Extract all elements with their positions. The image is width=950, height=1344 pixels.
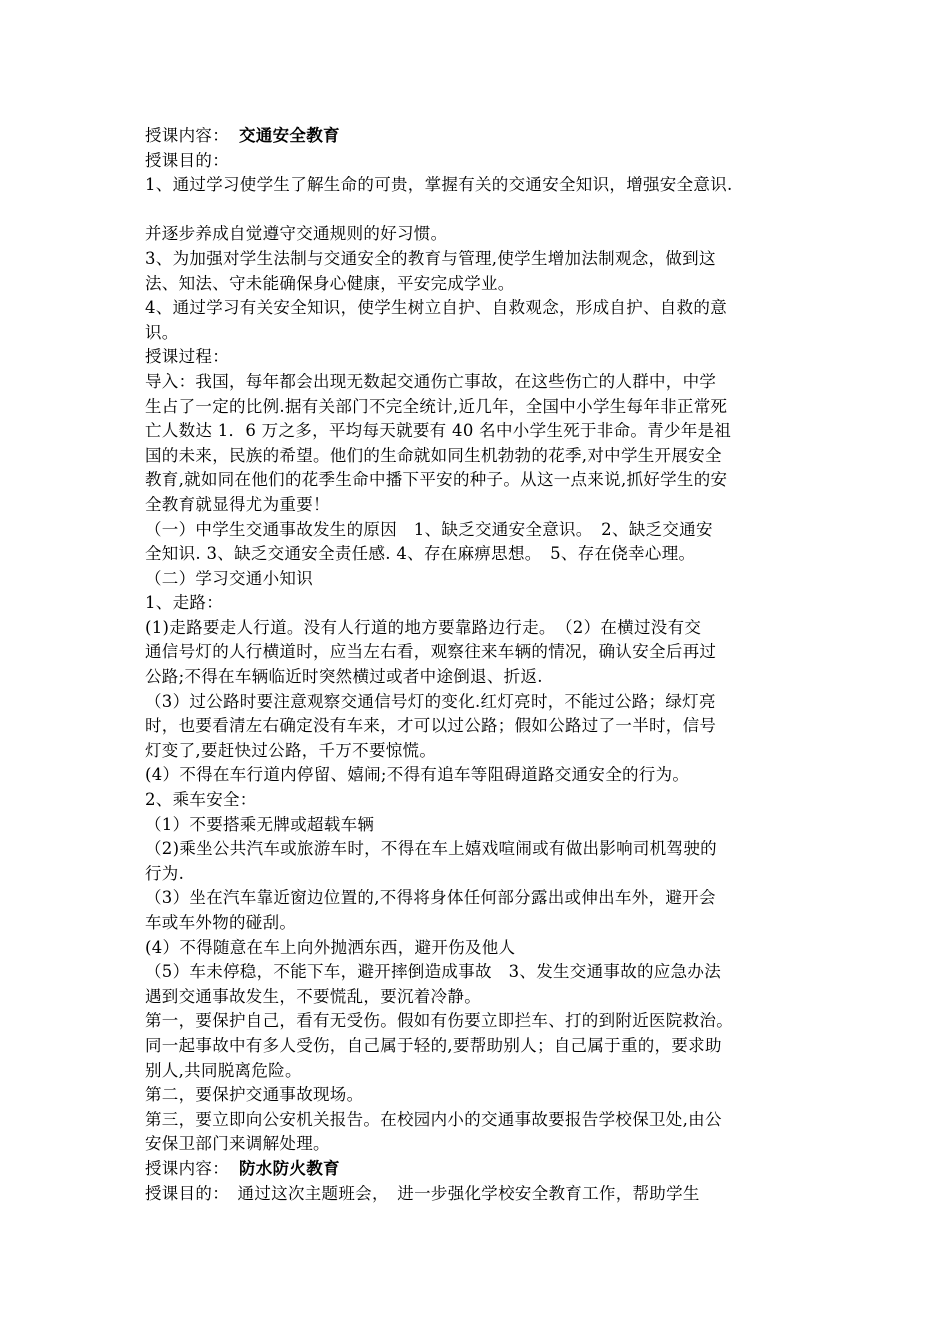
lesson1-body bbox=[145, 173, 815, 1157]
content-label: 授课内容： bbox=[145, 1158, 229, 1178]
text-line: 时，也要看清左右确定没有车来，才可以过公路；假如公路过了一半时，信号 bbox=[145, 716, 717, 736]
text-line: 生占了一定的比例.据有关部门不完全统计,近几年，全国中小学生每年非正常死 bbox=[145, 396, 728, 416]
lesson2-purpose-line: 授课目的： 通过这次主题班会， 进一步强化学校安全教育工作，帮助学生 bbox=[145, 1183, 700, 1203]
text-line: 车或车外物的碰刮。 bbox=[145, 913, 297, 932]
text-line: 教育,就如同在他们的花季生命中播下平安的种子。从这一点来说,抓好学生的安 bbox=[145, 470, 728, 490]
text-line: 同一起事故中有多人受伤，自己属于轻的,要帮助别人；自己属于重的，要求助 bbox=[145, 1035, 722, 1055]
text-line: 灯变了,要赶快过公路，千万不要惊慌。 bbox=[145, 740, 437, 760]
lesson2-content-line bbox=[145, 1157, 815, 1182]
text-line: 别人,共同脱离危险。 bbox=[145, 1060, 302, 1080]
text-line: 法、知法、守未能确保身心健康，平安完成学业。 bbox=[145, 273, 515, 293]
document-page bbox=[145, 124, 815, 1206]
text-line: 全教育就显得尤为重要！ bbox=[145, 494, 330, 514]
text-line: (4）不得随意在车上向外抛洒东西，避开伤及他人 bbox=[145, 937, 516, 957]
text-line: 第一，要保护自己，看有无受伤。假如有伤要立即拦车、打的到附近医院救治。 bbox=[145, 1011, 733, 1031]
text-line: （3）过公路时要注意观察交通信号灯的变化.红灯亮时，不能过公路；绿灯亮 bbox=[145, 691, 716, 711]
text-line: 国的未来，民族的希望。他们的生命就如同生机勃勃的花季,对中学生开展安全 bbox=[145, 445, 722, 465]
text-line: （3）坐在汽车靠近窗边位置的,不得将身体任何部分露出或伸出车外，避开会 bbox=[145, 888, 716, 908]
text-line: 4、通过学习有关安全知识，使学生树立自护、自救观念，形成自护、自救的意 bbox=[145, 298, 727, 318]
lesson-title: 防水防火教育 bbox=[239, 1158, 340, 1178]
text-line: 安保卫部门来调解处理。 bbox=[145, 1134, 330, 1154]
text-line: 行为. bbox=[145, 863, 185, 883]
text-line: （1）不要搭乘无牌或超载车辆 bbox=[145, 814, 375, 834]
text-line: 授课过程： bbox=[145, 347, 229, 367]
text-line: 1、通过学习使学生了解生命的可贵，掌握有关的交通安全知识，增强安全意识. bbox=[145, 175, 733, 195]
text-line: （5）车未停稳，不能下车，避开摔倒造成事故 3、发生交通事故的应急办法 bbox=[145, 962, 721, 982]
lesson-title: 交通安全教育 bbox=[239, 126, 340, 145]
text-line: 公路;不得在车辆临近时突然横过或者中途倒退、折返. bbox=[145, 667, 543, 687]
text-line: 识。 bbox=[145, 322, 179, 342]
lesson1-content-line bbox=[145, 124, 815, 149]
text-line: 第三，要立即向公安机关报告。在校园内小的交通事故要报告学校保卫处,由公 bbox=[145, 1109, 722, 1129]
text-line: （2)乘坐公共汽车或旅游车时，不得在车上嬉戏喧闹或有做出影响司机驾驶的 bbox=[145, 839, 717, 859]
text-line: 2、乘车安全： bbox=[145, 790, 257, 810]
text-line: 3、为加强对学生法制与交通安全的教育与管理,使学生增加法制观念，做到这 bbox=[145, 248, 716, 268]
text-line: 通信号灯的人行横道时，应当左右看，观察往来车辆的情况，确认安全后再过 bbox=[145, 642, 717, 662]
text-line bbox=[145, 198, 815, 223]
text-line: (1)走路要走人行道。没有人行道的地方要靠路边行走。 （2）在横过没有交 bbox=[145, 617, 702, 637]
text-line: （一）中学生交通事故发生的原因 1、缺乏交通安全意识。 2、缺乏交通安 bbox=[145, 519, 713, 539]
text-line: 导入：我国，每年都会出现无数起交通伤亡事故，在这些伤亡的人群中，中学 bbox=[145, 371, 717, 391]
content-label: 授课内容： bbox=[145, 126, 229, 145]
text-line: 第二，要保护交通事故现场。 bbox=[145, 1085, 364, 1105]
text-line: 遇到交通事故发生，不要慌乱，要沉着冷静。 bbox=[145, 986, 481, 1006]
text-line: 亡人数达 1．6 万之多，平均每天就要有 40 名中小学生死于非命。青少年是祖 bbox=[145, 421, 732, 441]
text-line: 并逐步养成自觉遵守交通规则的好习惯。 bbox=[145, 224, 448, 244]
text-line: (4）不得在车行道内停留、嬉闹;不得有追车等阻碍道路交通安全的行为。 bbox=[145, 765, 690, 785]
text-line: （二）学习交通小知识 bbox=[145, 568, 313, 588]
text-line: 全知识. 3、缺乏交通安全责任感. 4、存在麻痹思想。 5、存在侥幸心理。 bbox=[145, 544, 696, 564]
purpose-label: 授课目的： bbox=[145, 150, 229, 170]
text-line: 1、走路： bbox=[145, 593, 223, 613]
